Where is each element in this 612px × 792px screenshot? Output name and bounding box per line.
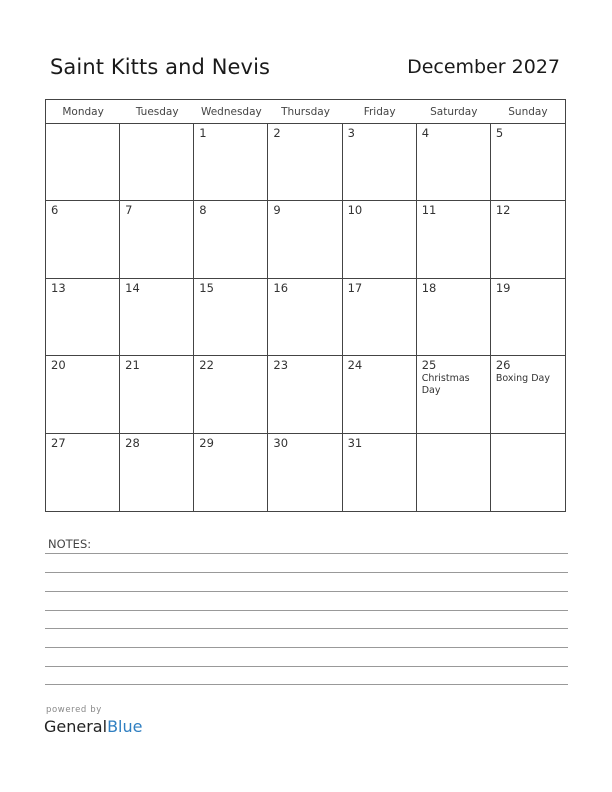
- day-cell: [46, 279, 120, 356]
- day-number: 28: [125, 435, 140, 450]
- day-number: 2: [273, 126, 281, 140]
- day-cell: [491, 201, 565, 278]
- day-number: 31: [347, 435, 363, 450]
- day-cell: [120, 434, 194, 511]
- day-number: 21: [125, 358, 140, 373]
- notes-label: NOTES:: [48, 537, 92, 551]
- day-number: 18: [421, 280, 437, 295]
- weekday-label: Wednesday: [200, 106, 262, 118]
- weekday-label: Thursday: [281, 106, 330, 118]
- day-number: 26: [495, 358, 511, 373]
- day-cell: [343, 356, 417, 433]
- day-cell: [46, 434, 120, 511]
- day-cell: [268, 124, 342, 201]
- day-number: 13: [51, 280, 66, 295]
- day-cell: [46, 124, 120, 201]
- note-line: [45, 591, 568, 592]
- day-cell: [268, 434, 342, 511]
- day-number: 25: [421, 358, 437, 373]
- day-number: 22: [199, 358, 214, 373]
- weekday-label: Sunday: [508, 106, 548, 118]
- day-cell: [46, 201, 120, 278]
- country-title: Saint Kitts and Nevis: [50, 55, 271, 79]
- day-cell: [120, 124, 194, 201]
- day-number: 11: [421, 203, 437, 218]
- calendar-body: [46, 124, 565, 511]
- day-number: 16: [273, 280, 289, 295]
- day-cell: [343, 201, 417, 278]
- day-number: 3: [347, 126, 355, 140]
- day-cell: [120, 356, 194, 433]
- day-number: 7: [125, 203, 133, 218]
- day-number: 14: [125, 280, 140, 295]
- weekday-header: [46, 100, 565, 124]
- day-cell: [120, 201, 194, 278]
- day-cell: [491, 124, 565, 201]
- day-number: 5: [495, 126, 504, 140]
- day-cell: [120, 279, 194, 356]
- note-line: [45, 553, 568, 554]
- day-cell: [343, 124, 417, 201]
- day-number: 19: [495, 280, 511, 295]
- day-cell: [491, 434, 565, 511]
- day-number: 17: [347, 280, 363, 295]
- brand-blue: Blue: [107, 717, 143, 736]
- brand-logo: [44, 717, 142, 736]
- note-line: [45, 647, 568, 648]
- day-cell: [491, 356, 565, 433]
- holiday-label: Boxing Day: [495, 373, 550, 385]
- day-number: 8: [199, 203, 207, 218]
- day-number: 15: [199, 280, 214, 295]
- day-number: 10: [347, 203, 363, 218]
- weekday-label: Tuesday: [135, 106, 179, 118]
- day-number: 27: [51, 435, 66, 450]
- brand-general: General: [44, 717, 108, 736]
- day-cell: [194, 124, 268, 201]
- powered-by-text: powered by: [46, 705, 102, 715]
- weekday-label: Saturday: [430, 106, 478, 118]
- day-cell: [417, 279, 491, 356]
- day-cell: [268, 279, 342, 356]
- day-number: 9: [273, 203, 281, 218]
- day-cell: [194, 356, 268, 433]
- holiday-label: Christmas Day: [421, 373, 470, 397]
- day-cell: [194, 434, 268, 511]
- day-number: 23: [273, 358, 289, 373]
- month-title: December 2027: [407, 56, 560, 78]
- note-line: [45, 610, 568, 611]
- weekday-label: Monday: [62, 106, 104, 118]
- weekday-label: Friday: [363, 106, 396, 118]
- day-number: 29: [199, 435, 214, 450]
- day-number: 4: [421, 126, 430, 140]
- day-cell: [194, 201, 268, 278]
- day-cell: [343, 434, 417, 511]
- day-cell: [417, 201, 491, 278]
- note-line: [45, 684, 568, 685]
- day-cell: [194, 279, 268, 356]
- day-cell: [343, 279, 417, 356]
- note-line: [45, 628, 568, 629]
- note-line: [45, 666, 568, 667]
- day-cell: [491, 279, 565, 356]
- day-cell: [417, 434, 491, 511]
- day-number: 12: [495, 203, 511, 218]
- day-cell: [268, 356, 342, 433]
- day-number: 6: [51, 203, 59, 218]
- day-number: 24: [347, 358, 363, 373]
- day-number: 30: [273, 435, 289, 450]
- day-number: 1: [199, 126, 207, 140]
- note-line: [45, 572, 568, 573]
- day-cell: [268, 201, 342, 278]
- day-cell: [417, 356, 491, 433]
- day-cell: [417, 124, 491, 201]
- day-number: 20: [51, 358, 66, 373]
- day-cell: [46, 356, 120, 433]
- calendar-grid: [45, 99, 566, 512]
